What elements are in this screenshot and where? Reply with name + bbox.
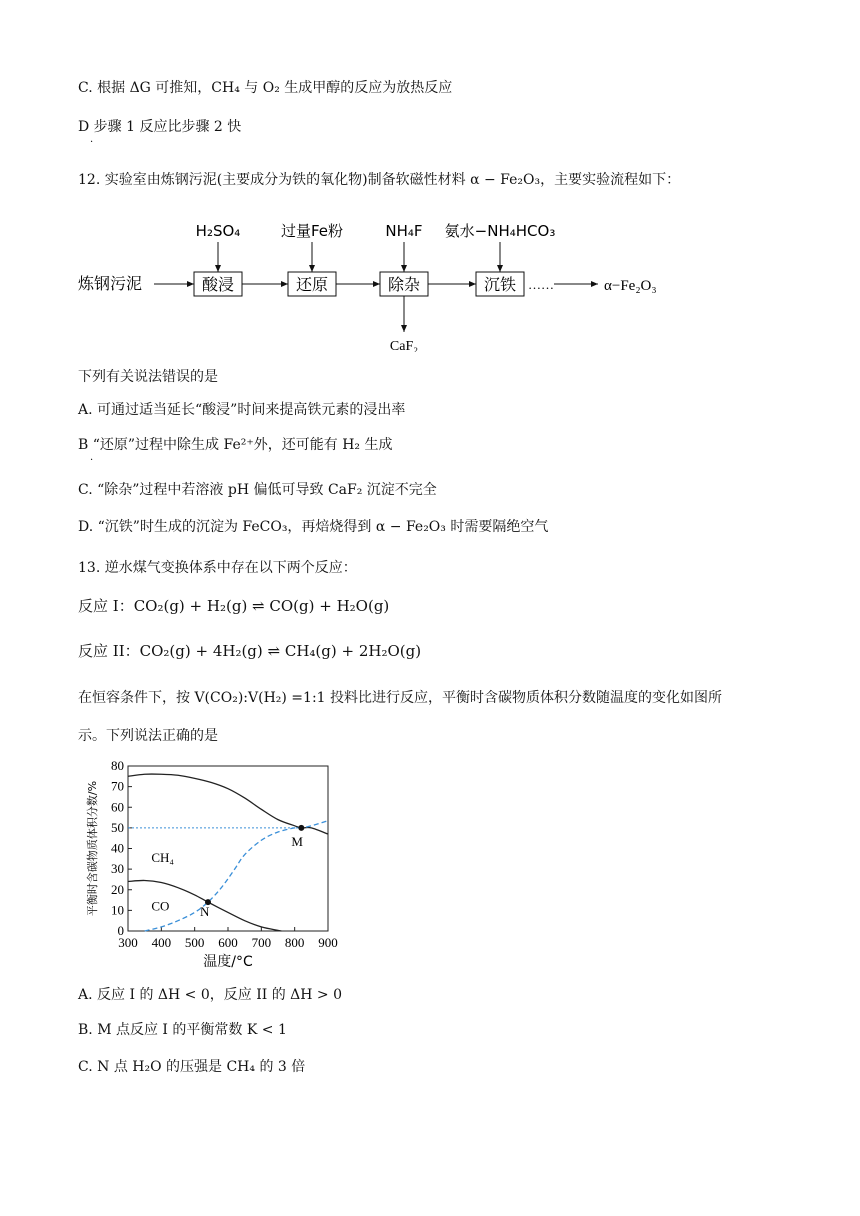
option-13c: C. N 点 H₂O 的压强是 CH₄ 的 3 倍 xyxy=(78,1059,306,1075)
x-tick-label: 900 xyxy=(318,935,338,950)
flow-output-label: CaF₂ xyxy=(389,339,419,352)
point-label-m: M xyxy=(291,833,303,849)
flow-start-label: 炼钢污泥 xyxy=(78,274,143,293)
y-axis-label: 平衡时含碳物质体积分数/% xyxy=(86,780,99,917)
flow-step-label: 酸浸 xyxy=(201,275,235,294)
question-12: 12. 实验室由炼钢污泥(主要成分为铁的氧化物)制备软磁性材料 α − Fe₂O₃，主要实验流程如下： xyxy=(78,172,681,188)
x-axis-label: 温度/°C xyxy=(203,954,253,970)
reaction-2: 反应 II：CO₂(g) + 4H₂(g) ⇌ CH₄(g) + 2H₂O(g) xyxy=(78,642,422,660)
flow-step-label: 除杂 xyxy=(387,275,421,294)
reaction-1: 反应 I：CO₂(g) + H₂(g) ⇌ CO(g) + H₂O(g) xyxy=(78,597,390,615)
x-tick-label: 400 xyxy=(151,935,172,950)
y-tick-label: 20 xyxy=(111,881,124,897)
point-label-n: N xyxy=(200,904,210,920)
q13-condition-1: 在恒容条件下，按 V(CO₂):V(H₂) =1:1 投料比进行反应，平衡时含碳物质体积分数随温度的变化如图所 xyxy=(78,690,723,706)
x-tick-label: 500 xyxy=(184,935,205,950)
flow-input-label: 过量Fe粉 xyxy=(280,222,344,240)
option-13b: B. M 点反应 I 的平衡常数 K < 1 xyxy=(78,1022,287,1038)
option-12a: A. 可通过适当延长“酸浸”时间来提高铁元素的浸出率 xyxy=(78,402,406,418)
y-tick-label: 30 xyxy=(111,861,124,877)
option-11c: C. 根据 ΔG 可推知，CH₄ 与 O₂ 生成甲醇的反应为放热反应 xyxy=(78,80,453,96)
question-13: 13. 逆水煤气变换体系中存在以下两个反应： xyxy=(78,560,357,576)
y-tick-label: 70 xyxy=(111,778,124,794)
q13-condition-2: 示。下列说法正确的是 xyxy=(78,728,218,744)
series-label-ch4: CH₄ xyxy=(151,849,174,865)
process-flowchart xyxy=(78,212,698,352)
y-tick-label: 60 xyxy=(111,799,124,815)
flow-input-label: H₂SO₄ xyxy=(195,222,241,240)
series-line-0 xyxy=(128,774,328,834)
flow-end-label: α−Fe₂O₃ xyxy=(604,278,657,294)
series-label-co: CO xyxy=(151,898,170,914)
option-13a: A. 反应 I 的 ΔH < 0，反应 II 的 ΔH > 0 xyxy=(78,987,343,1003)
y-tick-label: 50 xyxy=(111,819,124,835)
volume-fraction-chart xyxy=(78,756,348,978)
x-tick-label: 600 xyxy=(218,935,238,950)
q12-intro: 下列有关说法错误的是 xyxy=(78,369,218,385)
flow-step-label: 还原 xyxy=(295,275,329,294)
y-tick-label: 10 xyxy=(111,902,124,918)
x-tick-label: 800 xyxy=(284,935,305,950)
option-12d: D. “沉铁”时生成的沉淀为 FeCO₃，再焙烧得到 α − Fe₂O₃ 时需要隔绝空气 xyxy=(78,519,549,535)
emphasis-dot: · xyxy=(90,455,94,466)
flow-input-label: 氨水−NH₄HCO₃ xyxy=(444,222,556,240)
x-tick-label: 300 xyxy=(118,935,138,950)
option-11d: D 步骤 1 反应比步骤 2 快 xyxy=(78,119,242,135)
x-tick-label: 700 xyxy=(251,935,272,950)
option-12c: C. “除杂”过程中若溶液 pH 偏低可导致 CaF₂ 沉淀不完全 xyxy=(78,482,437,498)
flow-ellipsis: …… xyxy=(528,277,554,292)
y-tick-label: 40 xyxy=(111,840,124,856)
flow-step-label: 沉铁 xyxy=(483,275,517,294)
flow-input-label: NH₄F xyxy=(385,222,423,240)
emphasis-dot: · xyxy=(90,137,94,148)
y-tick-label: 80 xyxy=(111,758,124,773)
option-12b: B “还原”过程中除生成 Fe²⁺外，还可能有 H₂ 生成 xyxy=(78,437,393,453)
y-tick-label: 0 xyxy=(117,923,124,938)
point-marker-m xyxy=(298,825,304,831)
